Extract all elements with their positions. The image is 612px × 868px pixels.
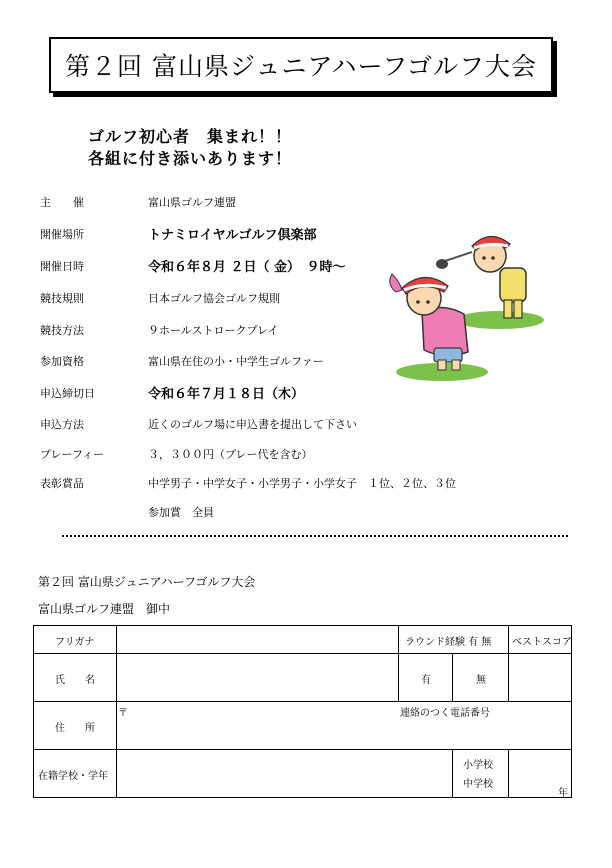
form-grid-line [452,653,453,701]
experience-no-option[interactable]: 無 [476,675,486,686]
boy-eye [482,256,486,260]
form-grid-line [34,653,572,654]
detail-value: ３，３００円（プレー代を含む） [148,448,313,461]
cut-line-divider [62,535,568,541]
boy-eye [491,256,495,260]
form-grid-line [34,749,572,750]
detail-label: 申込締切日 [40,387,95,400]
form-grid-line [508,749,509,798]
girl-leg [452,360,460,370]
detail-value: ９ホールストロークプレイ [148,324,279,337]
page-title: 第２回 富山県ジュニアハーフゴルフ大会 [49,37,553,93]
furigana-label: フリガナ [55,637,95,648]
detail-value: 令和６年７月１８日（木） [148,387,305,402]
detail-value: 中学男子・中学女子・小学男子・小学女子 １位、２位、３位 [148,477,456,490]
experience-yes-option[interactable]: 有 [421,675,431,686]
contact-phone-label: 連絡のつく電話番号 [400,708,490,719]
form-grid-line [398,626,399,701]
detail-label: 表彰賞品 [40,477,84,490]
golfers-illustration [372,222,552,382]
detail-value: 参加賞 全員 [148,506,214,519]
girl-leg [438,360,446,370]
girl-ribbon [390,274,402,292]
girl-eye [416,300,420,304]
round-experience-label: ラウンド経験 有 無 [405,637,492,648]
detail-value: 富山県ゴルフ連盟 [148,196,236,209]
tagline-line-2: 各組に付き添いあります！ [88,149,293,168]
elementary-school-label: 小学校 [463,760,493,771]
grass-patch [456,311,544,329]
detail-label: 競技規則 [40,292,84,305]
club-head [436,259,448,269]
best-score-label: ベストスコア [512,637,572,648]
boy-shirt [500,268,526,302]
form-grid-line [116,626,117,798]
junior-high-school-label: 中学校 [463,779,493,790]
form-grid-line [34,701,572,702]
detail-value: 令和６年８月 ２日（ 金） ９時～ [148,260,346,275]
detail-value: 富山県在住の小・中学生ゴルファー [148,355,324,368]
golf-club-icon [442,252,472,262]
girl-eye [426,300,430,304]
form-addressee: 富山県ゴルフ連盟 御中 [38,602,171,616]
detail-label: 主 催 [40,196,84,209]
detail-label: 申込方法 [40,418,84,431]
boy-leg [514,300,522,318]
school-grade-label: 在籍学校・学年 [38,771,108,782]
form-heading: 第２回 富山県ジュニアハーフゴルフ大会 [38,575,256,589]
boy-leg [504,300,512,318]
detail-value: 日本ゴルフ協会ゴルフ規則 [148,292,280,305]
application-form [33,625,572,798]
name-label: 氏 名 [55,675,95,686]
postal-mark: 〒 [118,708,128,719]
detail-label: プレーフィー [40,448,105,461]
detail-label: 開催日時 [40,260,84,273]
detail-label: 参加資格 [40,355,84,368]
year-label: 年 [558,788,568,799]
detail-value: トナミロイヤルゴルフ倶楽部 [148,228,317,243]
form-grid-line [452,749,453,798]
detail-label: 競技方法 [40,324,84,337]
tagline-line-1: ゴルフ初心者 集まれ！！ [88,127,293,146]
address-label: 住 所 [55,723,95,734]
detail-value: 近くのゴルフ場に申込書を提出して下さい [148,418,357,431]
form-grid-line [508,626,509,701]
detail-label: 開催場所 [40,228,84,241]
